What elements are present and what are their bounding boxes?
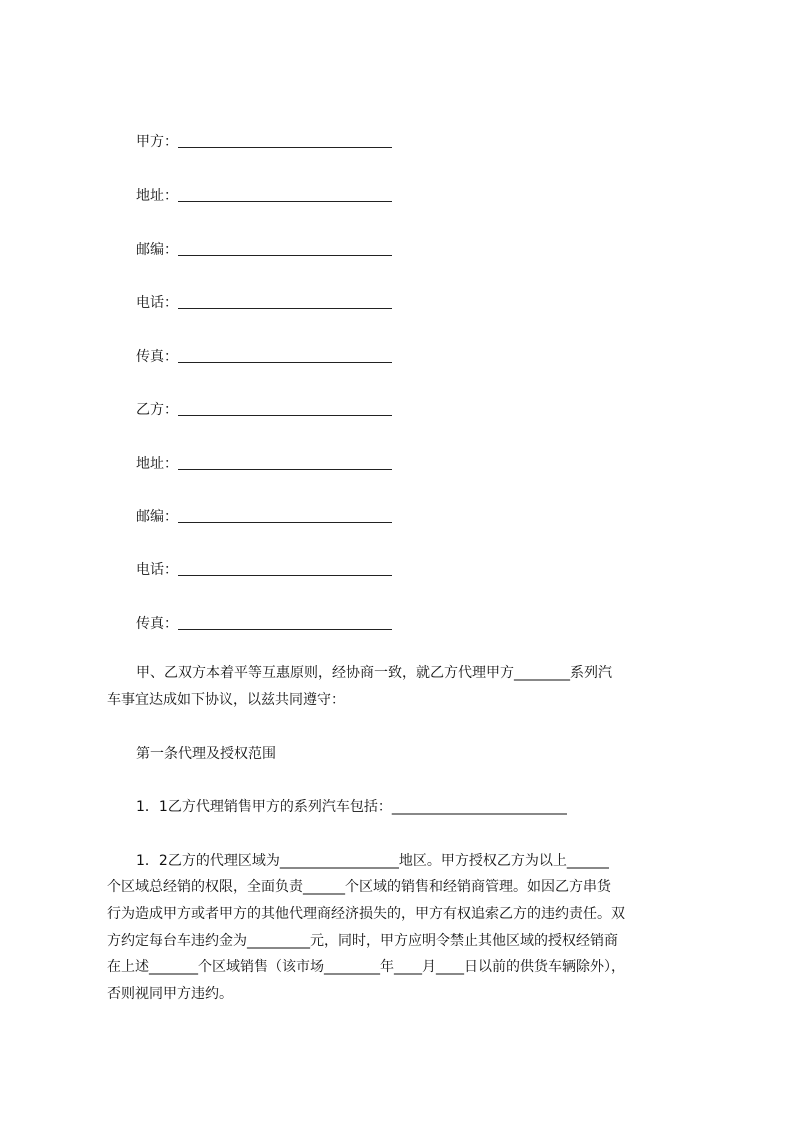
blank-line[interactable] xyxy=(178,522,392,523)
party-b-fax-field xyxy=(136,613,392,633)
field-label: 电话： xyxy=(136,562,178,578)
field-label: 地址： xyxy=(136,456,178,472)
blank-line[interactable] xyxy=(178,362,392,363)
party-a-name-field xyxy=(136,131,392,151)
clause-1-2-line-3: 行为造成甲方或者甲方的其他代理商经济损失的，甲方有权追索乙方的违约责任。双 xyxy=(107,906,625,922)
party-a-phone-field xyxy=(136,292,392,312)
clause-1-2-line-6: 否则视同甲方违约。 xyxy=(107,986,233,1002)
clause-1-2-line-4: 方约定每台车违约金为_________元，同时，甲方应明令禁止其他区域的授权经销商 xyxy=(107,933,618,949)
intro-line-2: 车事宜达成如下协议，以兹共同遵守： xyxy=(107,692,345,708)
clause-1-2-line-5: 在上述_______个区域销售（该市场________年____月____日以前的供货车辆除外）， xyxy=(107,959,625,975)
field-label: 邮编： xyxy=(136,509,178,525)
party-b-name-field xyxy=(136,399,392,419)
party-b-phone-field xyxy=(136,559,392,579)
field-label: 电话： xyxy=(136,295,178,311)
blank-line[interactable] xyxy=(178,469,392,470)
party-a-fax-field xyxy=(136,346,392,366)
clause-1-2-line-2: 个区域总经销的权限，全面负责______个区域的销售和经销商管理。如因乙方串货 xyxy=(107,879,611,895)
blank-line[interactable] xyxy=(178,575,392,576)
field-label: 乙方： xyxy=(136,402,178,418)
field-label: 邮编： xyxy=(136,242,178,258)
intro-line-1: 甲、乙双方本着平等互惠原则，经协商一致，就乙方代理甲方________系列汽 xyxy=(136,665,612,681)
blank-line[interactable] xyxy=(178,629,392,630)
field-label: 传真： xyxy=(136,616,178,632)
article-1-title: 第一条代理及授权范围 xyxy=(136,746,276,762)
party-b-postcode-field xyxy=(136,506,392,526)
field-label: 地址： xyxy=(136,188,178,204)
blank-line[interactable] xyxy=(178,415,392,416)
clause-1-2-line-1: 1．2乙方的代理区域为_________________地区。甲方授权乙方为以上______ xyxy=(136,853,609,869)
party-b-address-field xyxy=(136,453,392,473)
blank-line[interactable] xyxy=(178,255,392,256)
blank-line[interactable] xyxy=(178,308,392,309)
blank-line[interactable] xyxy=(178,201,392,202)
field-label: 甲方： xyxy=(136,134,178,150)
field-label: 传真： xyxy=(136,349,178,365)
party-a-address-field xyxy=(136,185,392,205)
clause-1-1: 1．1乙方代理销售甲方的系列汽车包括：_________________________ xyxy=(136,799,567,815)
party-a-postcode-field xyxy=(136,239,392,259)
blank-line[interactable] xyxy=(178,147,392,148)
